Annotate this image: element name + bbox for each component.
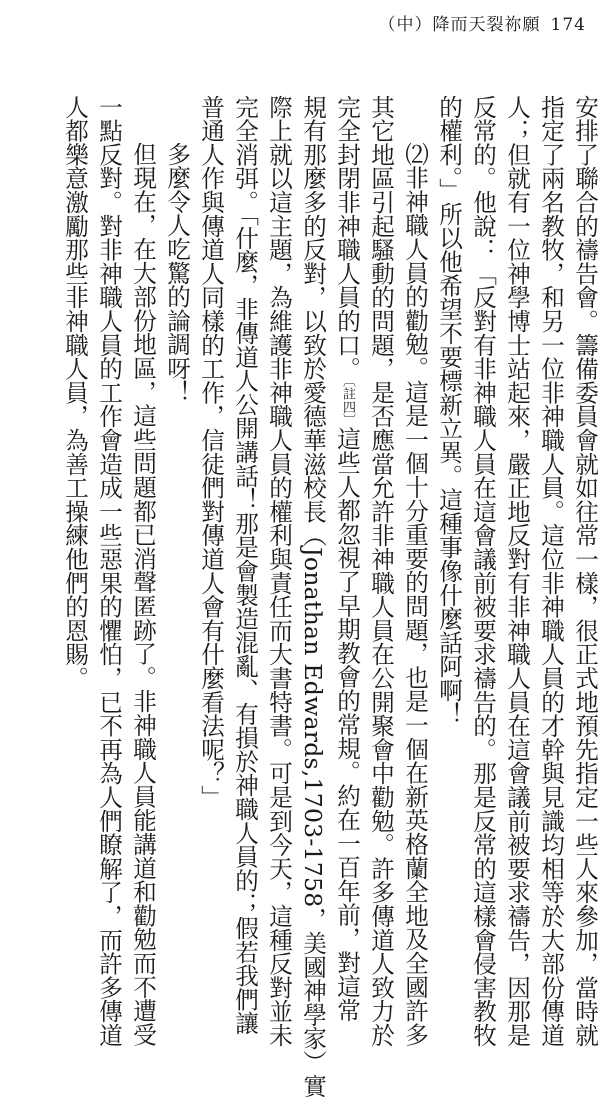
text-column: 完全消弭。「什麼，非傳道人公開講話！那是會製造混亂、有損於神職人員的；假若我們讓 bbox=[231, 95, 259, 1036]
body-text bbox=[4, 95, 600, 1098]
text-column: 的權利。」所以他希望不要標新立異。這種事像什麼話阿啊！ bbox=[435, 95, 463, 726]
text-column: 多麼令人吃驚的論調呀！ bbox=[163, 142, 191, 404]
page-number: 174 bbox=[550, 15, 586, 35]
text-column: 其它地區引起騷動的問題，是否應當允許非神職人員在公開聚會中勸勉。許多傳道人致力於 bbox=[367, 95, 395, 1047]
footnote-ref: 〔註四〕 bbox=[340, 380, 355, 427]
text-column: 規有那麼多的反對，以致於愛德華滋校長（Jonathan Edwards,1703-1758，美國神學家）實 bbox=[299, 95, 327, 1098]
running-title: （中）降而天裂祢願 bbox=[378, 15, 541, 35]
text-column: ⑵非神職人員的勸勉。這是一個十分重要的問題，也是一個在新英格蘭全地及全國許多 bbox=[401, 142, 429, 1047]
text-segment: 這些人都忽視了早期教會的常規。約在一百年前，對這常 bbox=[333, 426, 361, 1022]
text-column: 但現在，在大部份地區，這些問題都已消聲匿跡了。非神職人員能講道和勸勉而不遭受 bbox=[129, 142, 157, 1047]
text-column: 人都樂意激勵那些非神職人員，為善工操練他們的恩賜。 bbox=[61, 95, 89, 690]
text-column bbox=[332, 95, 362, 1022]
text-column: 指定了兩名教牧，和另一位非神職人員。這位非神職人員的才幹與見識均相等於大部份傳道 bbox=[537, 95, 565, 1047]
text-column: 際上就以這主題，為維護非神職人員的權利與責任而大書特書。可是到今天，這種反對並未 bbox=[265, 95, 293, 1047]
text-column: 反常的。他說：「反對有非神職人員在這會議前被要求禱告的。那是反常的這樣會侵害教牧 bbox=[469, 95, 497, 1047]
text-column: 安排了聯合的禱告會。籌備委員會就如往常一樣，很正式地預先指定一些人來參加，當時就 bbox=[571, 95, 599, 1047]
text-column: 一點反對。對非神職人員的工作會造成一些惡果的懼怕，已不再為人們瞭解了，而許多傳道 bbox=[95, 95, 123, 1047]
text-column: 普通人作與傳道人同樣的工作，信徒們對傳道人會有什麼看法呢？」 bbox=[197, 95, 225, 809]
running-head bbox=[379, 10, 586, 35]
text-segment: 完全封閉非神職人員的口。 bbox=[333, 95, 361, 381]
text-column: 人；但就有一位神學博士站起來，嚴正地反對有非神職人員在這會議前被要求禱告，因那是 bbox=[503, 95, 531, 1047]
